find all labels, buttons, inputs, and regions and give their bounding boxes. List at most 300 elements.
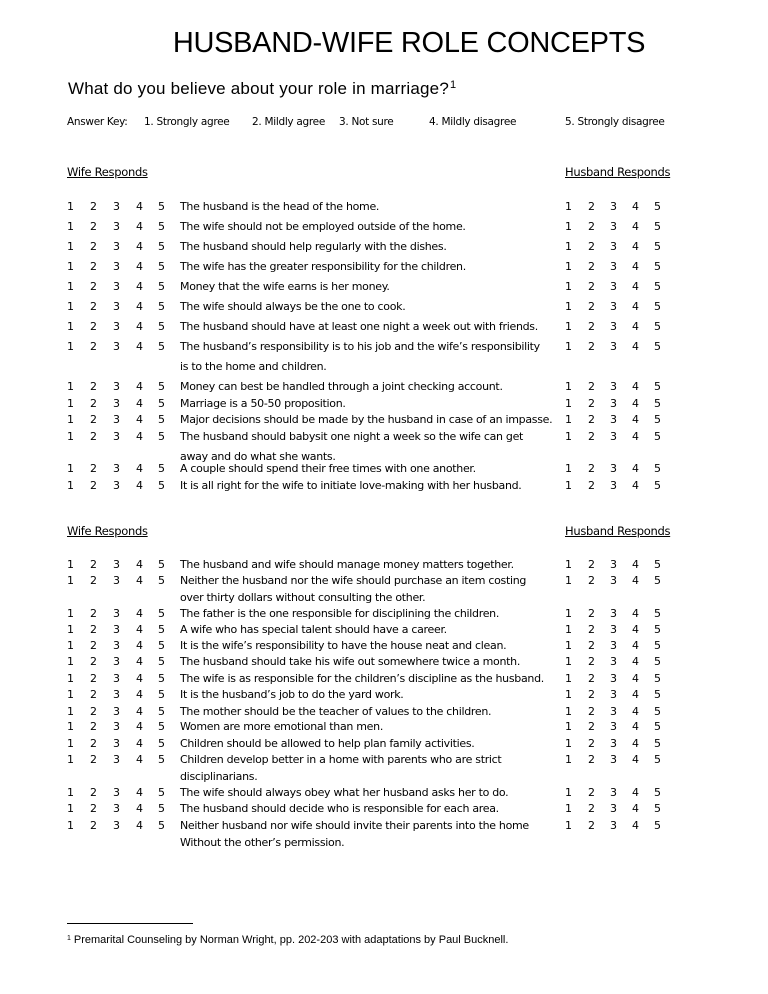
wife-rating-5[interactable]: 5 [158,413,165,426]
wife-rating-1[interactable]: 1 [67,705,74,718]
wife-responds-heading-2: Wife Responds [67,524,148,538]
wife-rating-3[interactable]: 3 [113,786,120,799]
wife-rating-5[interactable]: 5 [158,737,165,750]
husband-rating-3[interactable]: 3 [610,300,617,313]
wife-rating-5[interactable]: 5 [158,479,165,492]
wife-rating-1[interactable]: 1 [67,340,74,353]
wife-rating-1[interactable]: 1 [67,430,74,443]
husband-rating-4[interactable]: 4 [632,623,639,636]
wife-rating-3[interactable]: 3 [113,558,120,571]
wife-rating-2[interactable]: 2 [90,672,97,685]
husband-rating-2[interactable]: 2 [588,639,595,652]
husband-rating-2[interactable]: 2 [588,220,595,233]
wife-rating-2[interactable]: 2 [90,753,97,766]
husband-rating-1[interactable]: 1 [565,607,572,620]
statement-line-1: The wife has the greater responsibility for the children. [180,260,466,273]
husband-rating-1[interactable]: 1 [565,753,572,766]
husband-rating-5[interactable]: 5 [654,558,661,571]
wife-rating-1[interactable]: 1 [67,753,74,766]
husband-rating-5[interactable]: 5 [654,607,661,620]
wife-rating-4[interactable]: 4 [136,574,143,587]
husband-rating-1[interactable]: 1 [565,300,572,313]
wife-rating-2[interactable]: 2 [90,688,97,701]
wife-rating-4[interactable]: 4 [136,786,143,799]
wife-rating-3[interactable]: 3 [113,479,120,492]
husband-rating-1[interactable]: 1 [565,786,572,799]
wife-rating-2[interactable]: 2 [90,479,97,492]
wife-rating-4[interactable]: 4 [136,753,143,766]
husband-rating-1[interactable]: 1 [565,655,572,668]
husband-rating-1[interactable]: 1 [565,623,572,636]
wife-rating-5[interactable]: 5 [158,280,165,293]
wife-rating-4[interactable]: 4 [136,737,143,750]
husband-rating-4[interactable]: 4 [632,200,639,213]
wife-rating-2[interactable]: 2 [90,380,97,393]
wife-rating-3[interactable]: 3 [113,220,120,233]
wife-rating-1[interactable]: 1 [67,413,74,426]
husband-rating-3[interactable]: 3 [610,753,617,766]
wife-rating-3[interactable]: 3 [113,320,120,333]
footnote-reference: 1 [449,79,457,91]
statement-text [180,557,566,574]
wife-rating-5[interactable]: 5 [158,607,165,620]
husband-rating-2[interactable]: 2 [588,413,595,426]
wife-rating-2[interactable]: 2 [90,786,97,799]
wife-rating-4[interactable]: 4 [136,623,143,636]
husband-rating-1[interactable]: 1 [565,672,572,685]
wife-rating-1[interactable]: 1 [67,655,74,668]
husband-rating-1[interactable]: 1 [565,639,572,652]
husband-rating-4[interactable]: 4 [632,260,639,273]
husband-rating-5[interactable]: 5 [654,430,661,443]
wife-rating-2[interactable]: 2 [90,802,97,815]
wife-rating-3[interactable]: 3 [113,819,120,832]
wife-rating-4[interactable]: 4 [136,705,143,718]
husband-rating-1[interactable]: 1 [565,705,572,718]
husband-rating-2[interactable]: 2 [588,753,595,766]
wife-rating-1[interactable]: 1 [67,720,74,733]
husband-rating-5[interactable]: 5 [654,220,661,233]
wife-rating-3[interactable]: 3 [113,672,120,685]
husband-rating-3[interactable]: 3 [610,430,617,443]
wife-rating-1[interactable]: 1 [67,607,74,620]
wife-rating-5[interactable]: 5 [158,320,165,333]
wife-rating-2[interactable]: 2 [90,397,97,410]
husband-rating-1[interactable]: 1 [565,479,572,492]
husband-rating-3[interactable]: 3 [610,462,617,475]
wife-rating-4[interactable]: 4 [136,479,143,492]
wife-rating-5[interactable]: 5 [158,300,165,313]
husband-rating-4[interactable]: 4 [632,479,639,492]
wife-rating-2[interactable]: 2 [90,705,97,718]
husband-rating-4[interactable]: 4 [632,462,639,475]
husband-rating-2[interactable]: 2 [588,737,595,750]
husband-rating-5[interactable]: 5 [654,479,661,492]
husband-rating-1[interactable]: 1 [565,819,572,832]
statement-line-1: The wife should always be the one to cook. [180,300,406,313]
wife-rating-2[interactable]: 2 [90,819,97,832]
husband-rating-3[interactable]: 3 [610,819,617,832]
wife-rating-1[interactable]: 1 [67,672,74,685]
wife-rating-4[interactable]: 4 [136,720,143,733]
husband-rating-3[interactable]: 3 [610,558,617,571]
husband-rating-5[interactable]: 5 [654,688,661,701]
husband-rating-3[interactable]: 3 [610,607,617,620]
husband-rating-5[interactable]: 5 [654,413,661,426]
wife-rating-1[interactable]: 1 [67,623,74,636]
husband-rating-5[interactable]: 5 [654,720,661,733]
husband-rating-3[interactable]: 3 [610,320,617,333]
wife-rating-4[interactable]: 4 [136,260,143,273]
wife-rating-1[interactable]: 1 [67,819,74,832]
husband-rating-1[interactable]: 1 [565,462,572,475]
wife-rating-3[interactable]: 3 [113,655,120,668]
wife-rating-1[interactable]: 1 [67,300,74,313]
wife-rating-1[interactable]: 1 [67,558,74,571]
husband-rating-5[interactable]: 5 [654,574,661,587]
wife-rating-1[interactable]: 1 [67,737,74,750]
husband-rating-2[interactable]: 2 [588,574,595,587]
wife-rating-3[interactable]: 3 [113,688,120,701]
wife-rating-2[interactable]: 2 [90,240,97,253]
wife-rating-1[interactable]: 1 [67,260,74,273]
wife-rating-1[interactable]: 1 [67,688,74,701]
wife-rating-5[interactable]: 5 [158,753,165,766]
husband-rating-4[interactable]: 4 [632,300,639,313]
wife-rating-5[interactable]: 5 [158,639,165,652]
husband-rating-3[interactable]: 3 [610,240,617,253]
husband-rating-4[interactable]: 4 [632,340,639,353]
husband-rating-2[interactable]: 2 [588,300,595,313]
statement-line-1: The wife is as responsible for the children’s discipline as the husband. [180,672,544,685]
wife-rating-2[interactable]: 2 [90,260,97,273]
husband-rating-2[interactable]: 2 [588,240,595,253]
husband-rating-3[interactable]: 3 [610,705,617,718]
husband-rating-5[interactable]: 5 [654,737,661,750]
statement-line-1: The husband and wife should manage money matters together. [180,558,514,571]
wife-rating-5[interactable]: 5 [158,430,165,443]
wife-rating-3[interactable]: 3 [113,737,120,750]
husband-rating-5[interactable]: 5 [654,802,661,815]
wife-rating-2[interactable]: 2 [90,558,97,571]
husband-rating-3[interactable]: 3 [610,200,617,213]
husband-rating-3[interactable]: 3 [610,397,617,410]
wife-rating-4[interactable]: 4 [136,413,143,426]
statement-line-1: It is the husband’s job to do the yard work. [180,688,404,701]
husband-rating-4[interactable]: 4 [632,655,639,668]
wife-rating-2[interactable]: 2 [90,607,97,620]
wife-rating-1[interactable]: 1 [67,320,74,333]
wife-rating-5[interactable]: 5 [158,574,165,587]
wife-rating-5[interactable]: 5 [158,688,165,701]
husband-rating-2[interactable]: 2 [588,320,595,333]
wife-rating-1[interactable]: 1 [67,220,74,233]
husband-rating-5[interactable]: 5 [654,300,661,313]
wife-rating-4[interactable]: 4 [136,200,143,213]
wife-rating-3[interactable]: 3 [113,705,120,718]
wife-rating-5[interactable]: 5 [158,623,165,636]
wife-rating-2[interactable]: 2 [90,655,97,668]
husband-rating-5[interactable]: 5 [654,380,661,393]
wife-rating-5[interactable]: 5 [158,705,165,718]
wife-rating-5[interactable]: 5 [158,802,165,815]
wife-rating-5[interactable]: 5 [158,819,165,832]
husband-rating-4[interactable]: 4 [632,413,639,426]
husband-rating-5[interactable]: 5 [654,672,661,685]
husband-rating-3[interactable]: 3 [610,720,617,733]
statement-line-1: Neither husband nor wife should invite their parents into the home [180,819,529,832]
wife-rating-4[interactable]: 4 [136,688,143,701]
wife-rating-3[interactable]: 3 [113,802,120,815]
wife-rating-1[interactable]: 1 [67,240,74,253]
wife-rating-2[interactable]: 2 [90,639,97,652]
husband-rating-1[interactable]: 1 [565,720,572,733]
wife-rating-3[interactable]: 3 [113,574,120,587]
husband-rating-2[interactable]: 2 [588,672,595,685]
wife-rating-5[interactable]: 5 [158,720,165,733]
husband-rating-1[interactable]: 1 [565,558,572,571]
husband-rating-3[interactable]: 3 [610,220,617,233]
husband-rating-2[interactable]: 2 [588,786,595,799]
wife-rating-2[interactable]: 2 [90,574,97,587]
husband-rating-4[interactable]: 4 [632,753,639,766]
husband-rating-2[interactable]: 2 [588,397,595,410]
husband-rating-2[interactable]: 2 [588,705,595,718]
wife-rating-5[interactable]: 5 [158,240,165,253]
wife-rating-2[interactable]: 2 [90,280,97,293]
husband-rating-2[interactable]: 2 [588,280,595,293]
wife-rating-2[interactable]: 2 [90,430,97,443]
husband-rating-1[interactable]: 1 [565,320,572,333]
husband-rating-1[interactable]: 1 [565,280,572,293]
wife-rating-5[interactable]: 5 [158,655,165,668]
husband-rating-1[interactable]: 1 [565,430,572,443]
husband-rating-5[interactable]: 5 [654,655,661,668]
wife-rating-3[interactable]: 3 [113,380,120,393]
husband-rating-5[interactable]: 5 [654,280,661,293]
husband-rating-4[interactable]: 4 [632,737,639,750]
husband-rating-1[interactable]: 1 [565,397,572,410]
answer-key-3: 3. Not sure [339,116,394,128]
wife-rating-3[interactable]: 3 [113,240,120,253]
husband-rating-4[interactable]: 4 [632,786,639,799]
wife-rating-1[interactable]: 1 [67,397,74,410]
husband-rating-3[interactable]: 3 [610,260,617,273]
husband-rating-4[interactable]: 4 [632,720,639,733]
wife-rating-4[interactable]: 4 [136,340,143,353]
wife-rating-1[interactable]: 1 [67,280,74,293]
wife-rating-3[interactable]: 3 [113,300,120,313]
husband-rating-2[interactable]: 2 [588,380,595,393]
wife-rating-4[interactable]: 4 [136,607,143,620]
husband-rating-3[interactable]: 3 [610,340,617,353]
wife-rating-4[interactable]: 4 [136,380,143,393]
wife-rating-5[interactable]: 5 [158,340,165,353]
husband-rating-1[interactable]: 1 [565,380,572,393]
husband-rating-4[interactable]: 4 [632,397,639,410]
husband-rating-2[interactable]: 2 [588,688,595,701]
husband-rating-4[interactable]: 4 [632,240,639,253]
wife-rating-1[interactable]: 1 [67,639,74,652]
husband-rating-5[interactable]: 5 [654,260,661,273]
wife-rating-1[interactable]: 1 [67,200,74,213]
husband-rating-4[interactable]: 4 [632,380,639,393]
husband-rating-1[interactable]: 1 [565,200,572,213]
husband-rating-5[interactable]: 5 [654,320,661,333]
wife-rating-5[interactable]: 5 [158,220,165,233]
wife-rating-5[interactable]: 5 [158,462,165,475]
husband-rating-2[interactable]: 2 [588,720,595,733]
husband-rating-4[interactable]: 4 [632,430,639,443]
wife-rating-3[interactable]: 3 [113,260,120,273]
wife-rating-4[interactable]: 4 [136,802,143,815]
wife-rating-1[interactable]: 1 [67,574,74,587]
husband-rating-4[interactable]: 4 [632,705,639,718]
husband-rating-2[interactable]: 2 [588,479,595,492]
husband-rating-5[interactable]: 5 [654,753,661,766]
husband-rating-1[interactable]: 1 [565,260,572,273]
wife-rating-2[interactable]: 2 [90,737,97,750]
husband-rating-4[interactable]: 4 [632,802,639,815]
wife-rating-4[interactable]: 4 [136,240,143,253]
wife-rating-4[interactable]: 4 [136,558,143,571]
husband-rating-3[interactable]: 3 [610,413,617,426]
husband-rating-5[interactable]: 5 [654,397,661,410]
husband-rating-2[interactable]: 2 [588,623,595,636]
wife-rating-3[interactable]: 3 [113,413,120,426]
wife-rating-4[interactable]: 4 [136,220,143,233]
wife-rating-1[interactable]: 1 [67,462,74,475]
wife-rating-1[interactable]: 1 [67,479,74,492]
husband-rating-2[interactable]: 2 [588,260,595,273]
husband-rating-5[interactable]: 5 [654,639,661,652]
husband-rating-3[interactable]: 3 [610,479,617,492]
husband-rating-5[interactable]: 5 [654,462,661,475]
wife-rating-1[interactable]: 1 [67,802,74,815]
wife-rating-5[interactable]: 5 [158,260,165,273]
husband-rating-1[interactable]: 1 [565,688,572,701]
husband-rating-5[interactable]: 5 [654,819,661,832]
husband-rating-4[interactable]: 4 [632,320,639,333]
wife-rating-3[interactable]: 3 [113,462,120,475]
wife-rating-4[interactable]: 4 [136,430,143,443]
wife-rating-4[interactable]: 4 [136,672,143,685]
husband-rating-4[interactable]: 4 [632,607,639,620]
wife-rating-3[interactable]: 3 [113,430,120,443]
husband-rating-2[interactable]: 2 [588,655,595,668]
wife-rating-4[interactable]: 4 [136,300,143,313]
husband-rating-2[interactable]: 2 [588,430,595,443]
wife-rating-1[interactable]: 1 [67,786,74,799]
husband-rating-3[interactable]: 3 [610,802,617,815]
husband-rating-3[interactable]: 3 [610,380,617,393]
wife-rating-3[interactable]: 3 [113,280,120,293]
husband-rating-2[interactable]: 2 [588,607,595,620]
husband-rating-3[interactable]: 3 [610,639,617,652]
wife-rating-5[interactable]: 5 [158,558,165,571]
husband-rating-2[interactable]: 2 [588,819,595,832]
wife-rating-2[interactable]: 2 [90,413,97,426]
wife-rating-1[interactable]: 1 [67,380,74,393]
wife-rating-2[interactable]: 2 [90,340,97,353]
husband-rating-3[interactable]: 3 [610,672,617,685]
husband-rating-4[interactable]: 4 [632,574,639,587]
wife-rating-5[interactable]: 5 [158,397,165,410]
husband-rating-1[interactable]: 1 [565,802,572,815]
husband-rating-2[interactable]: 2 [588,200,595,213]
wife-rating-4[interactable]: 4 [136,280,143,293]
husband-rating-1[interactable]: 1 [565,737,572,750]
husband-rating-1[interactable]: 1 [565,220,572,233]
wife-rating-2[interactable]: 2 [90,300,97,313]
wife-rating-2[interactable]: 2 [90,200,97,213]
wife-rating-3[interactable]: 3 [113,340,120,353]
wife-rating-3[interactable]: 3 [113,720,120,733]
wife-rating-5[interactable]: 5 [158,380,165,393]
wife-rating-5[interactable]: 5 [158,786,165,799]
husband-rating-3[interactable]: 3 [610,655,617,668]
husband-rating-4[interactable]: 4 [632,639,639,652]
husband-rating-3[interactable]: 3 [610,737,617,750]
husband-rating-3[interactable]: 3 [610,688,617,701]
husband-rating-4[interactable]: 4 [632,280,639,293]
husband-rating-1[interactable]: 1 [565,413,572,426]
husband-rating-4[interactable]: 4 [632,688,639,701]
wife-rating-4[interactable]: 4 [136,819,143,832]
husband-rating-2[interactable]: 2 [588,558,595,571]
husband-rating-4[interactable]: 4 [632,558,639,571]
husband-rating-5[interactable]: 5 [654,340,661,353]
wife-rating-4[interactable]: 4 [136,639,143,652]
husband-rating-2[interactable]: 2 [588,340,595,353]
wife-rating-3[interactable]: 3 [113,607,120,620]
wife-rating-3[interactable]: 3 [113,753,120,766]
wife-rating-4[interactable]: 4 [136,462,143,475]
husband-rating-2[interactable]: 2 [588,462,595,475]
husband-rating-3[interactable]: 3 [610,623,617,636]
husband-rating-3[interactable]: 3 [610,574,617,587]
wife-rating-5[interactable]: 5 [158,200,165,213]
wife-rating-3[interactable]: 3 [113,200,120,213]
husband-rating-3[interactable]: 3 [610,786,617,799]
wife-rating-4[interactable]: 4 [136,397,143,410]
husband-rating-5[interactable]: 5 [654,200,661,213]
wife-rating-2[interactable]: 2 [90,220,97,233]
husband-rating-1[interactable]: 1 [565,340,572,353]
wife-rating-5[interactable]: 5 [158,672,165,685]
husband-rating-2[interactable]: 2 [588,802,595,815]
husband-rating-5[interactable]: 5 [654,786,661,799]
wife-rating-3[interactable]: 3 [113,623,120,636]
husband-rating-4[interactable]: 4 [632,220,639,233]
husband-rating-4[interactable]: 4 [632,819,639,832]
husband-rating-1[interactable]: 1 [565,574,572,587]
husband-rating-1[interactable]: 1 [565,240,572,253]
husband-rating-4[interactable]: 4 [632,672,639,685]
wife-rating-4[interactable]: 4 [136,320,143,333]
wife-rating-2[interactable]: 2 [90,623,97,636]
wife-rating-2[interactable]: 2 [90,462,97,475]
husband-rating-5[interactable]: 5 [654,240,661,253]
husband-rating-5[interactable]: 5 [654,623,661,636]
husband-rating-5[interactable]: 5 [654,705,661,718]
husband-rating-3[interactable]: 3 [610,280,617,293]
wife-rating-4[interactable]: 4 [136,655,143,668]
wife-rating-3[interactable]: 3 [113,397,120,410]
wife-rating-2[interactable]: 2 [90,320,97,333]
wife-rating-3[interactable]: 3 [113,639,120,652]
wife-rating-2[interactable]: 2 [90,720,97,733]
